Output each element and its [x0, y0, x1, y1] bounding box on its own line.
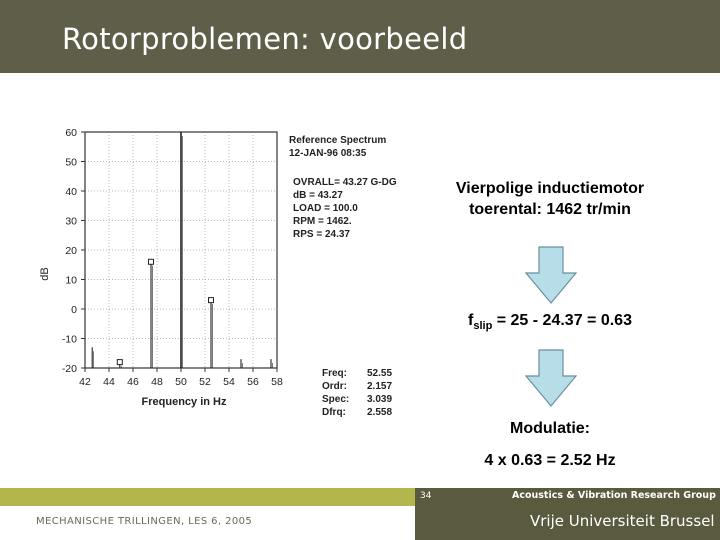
header-line: Reference Spectrum — [289, 135, 387, 146]
slip-value: = 25 - 24.37 = 0.63 — [492, 312, 632, 329]
stat-line: OVRALL= 43.27 G-DG — [293, 177, 397, 188]
y-tick-label: 0 — [71, 304, 77, 316]
university-name: Vrije Universiteit Brussel — [530, 512, 715, 530]
x-tick-label: 46 — [127, 376, 139, 388]
x-tick-label: 42 — [79, 376, 91, 388]
x-axis — [79, 368, 283, 388]
modulation-label: Modulatie: — [510, 420, 590, 437]
research-group: Acoustics & Vibration Research Group — [512, 490, 716, 501]
y-tick-label: 40 — [65, 186, 77, 198]
cursor-label: Freq: — [322, 368, 347, 379]
arrow-down-icon — [525, 349, 577, 407]
cursor-value: 3.039 — [367, 394, 393, 405]
stat-line: RPS = 24.37 — [293, 229, 350, 240]
slide-title: Rotorproblemen: voorbeeld — [62, 22, 468, 56]
x-tick-label: 54 — [223, 376, 235, 388]
spectrum-chart — [34, 124, 404, 424]
course-name: MECHANISCHE TRILLINGEN, LES 6, 2005 — [36, 516, 253, 527]
plot-area — [92, 132, 272, 368]
motor-type: Vierpolige inductiemotor — [455, 180, 645, 197]
header-line: 12-JAN-96 08:35 — [289, 148, 367, 159]
footer-olive-strip — [0, 488, 415, 506]
motor-description — [420, 178, 680, 220]
y-tick-label: 10 — [65, 274, 77, 287]
x-tick-label: 58 — [271, 376, 283, 388]
y-axis-label: dB — [39, 267, 51, 281]
y-tick-label: -10 — [61, 333, 77, 346]
x-tick-label: 48 — [151, 376, 163, 388]
peak-marker — [149, 259, 154, 264]
y-tick-label: 50 — [65, 156, 77, 169]
cursor-readout — [322, 368, 392, 418]
spectrum-stats — [293, 177, 397, 240]
cursor-label: Ordr: — [322, 381, 347, 392]
page-number: 34 — [420, 491, 432, 501]
x-tick-label: 50 — [175, 376, 187, 388]
modulation-calculation: 4 x 0.63 = 2.52 Hz — [484, 452, 616, 469]
x-tick-label: 56 — [247, 376, 259, 388]
spectrum-header — [289, 135, 386, 159]
x-axis-label: Frequency in Hz — [141, 396, 227, 408]
slip-symbol: f — [468, 312, 474, 329]
y-tick-label: 60 — [65, 127, 77, 139]
y-axis — [62, 127, 85, 375]
cursor-value: 2.157 — [367, 381, 393, 392]
slip-formula — [440, 312, 660, 332]
peak-marker — [117, 360, 122, 365]
y-tick-label: 30 — [65, 215, 77, 228]
cursor-value: 2.558 — [367, 407, 393, 418]
slip-subscript: slip — [473, 320, 493, 333]
stat-line: dB = 43.27 — [293, 190, 343, 201]
peak-marker — [209, 298, 214, 303]
x-tick-label: 52 — [199, 376, 211, 388]
title-bar — [0, 0, 720, 73]
stat-line: LOAD = 100.0 — [293, 203, 358, 214]
motor-speed: toerental: 1462 tr/min — [469, 201, 631, 218]
y-tick-label: 20 — [65, 245, 77, 257]
x-tick-label: 44 — [103, 376, 115, 388]
stat-line: RPM = 1462. — [293, 216, 352, 227]
cursor-label: Dfrq: — [322, 407, 346, 418]
cursor-label: Spec: — [322, 394, 350, 405]
arrow-down-icon — [525, 246, 577, 304]
cursor-value: 52.55 — [367, 368, 393, 379]
y-tick-label: -20 — [61, 363, 77, 375]
